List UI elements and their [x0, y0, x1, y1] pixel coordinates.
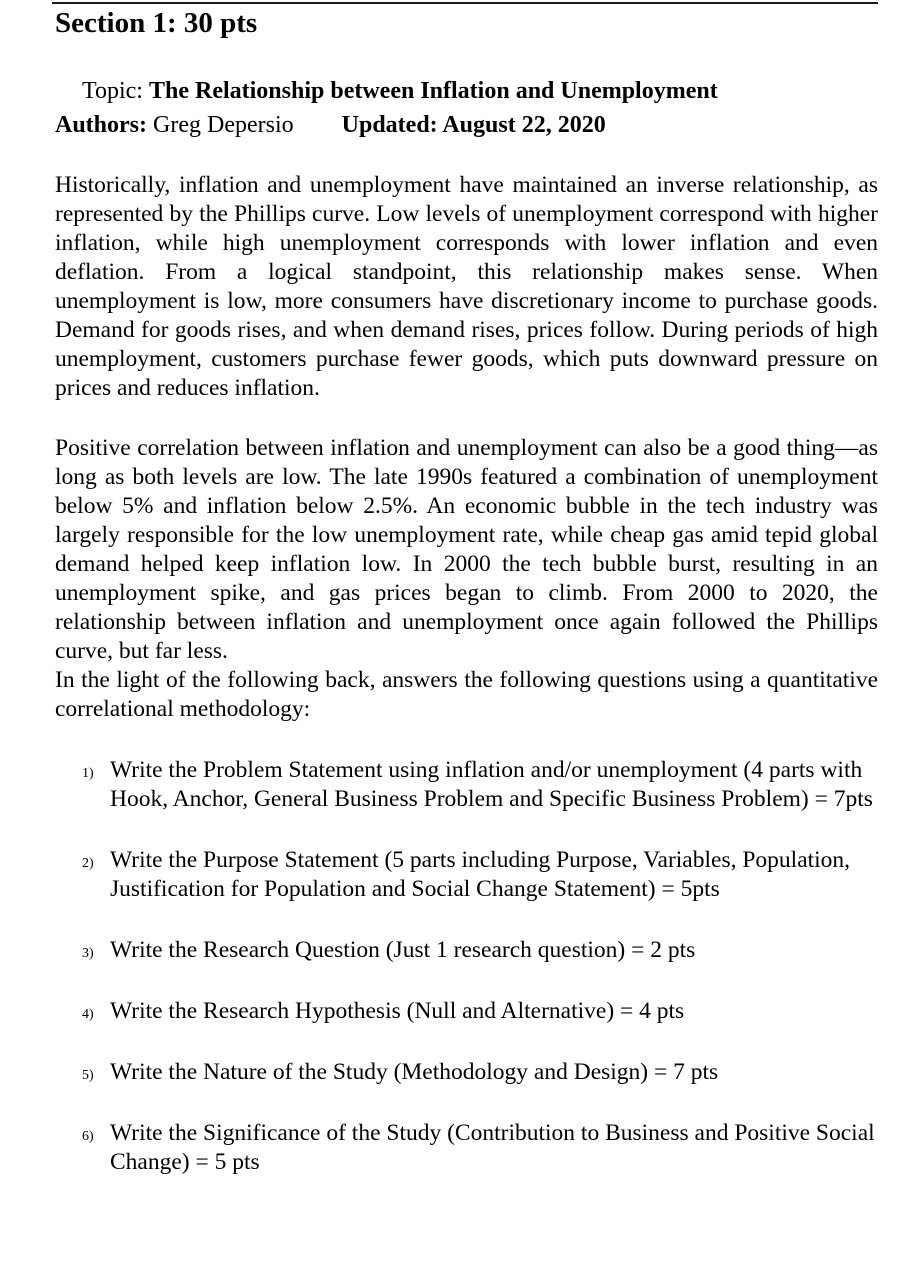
- question-item: [82, 756, 882, 814]
- topic-label: Topic:: [82, 78, 149, 104]
- top-divider: [52, 2, 878, 4]
- question-item: [82, 1058, 882, 1087]
- authors-name: Greg Depersio: [147, 112, 294, 138]
- question-text: Write the Research Question (Just 1 research question) = 2 pts: [110, 937, 696, 963]
- question-number: 2): [82, 856, 94, 871]
- question-item: [82, 1119, 882, 1177]
- question-text: Write the Significance of the Study (Contribution to Business and Positive Social Change) = 5 pts: [110, 1120, 875, 1175]
- paragraph-positive-correlation: Positive correlation between inflation and unemployment can also be a good thing—as long as both levels are low. The late 1990s featured a combination of unemployment below 5% and inflation below 2.5%. An economic bubble in the tech industry was largely responsible for the low unemployment rate, while cheap gas amid tepid global demand helped keep inflation low. In 2000 the tech bubble burst, resulting in an unemployment spike, and gas prices began to climb. From 2000 to 2020, the relationship between inflation and unemployment once again followed the Phillips curve, but far less.: [55, 435, 878, 664]
- question-number: 1): [82, 766, 94, 781]
- question-item: [82, 936, 882, 965]
- updated-date: Updated: August 22, 2020: [341, 112, 606, 138]
- paragraph-instructions: In the light of the following back, answers the following questions using a quantitative correlational methodology:: [55, 667, 878, 722]
- question-item: [82, 846, 882, 904]
- question-number: 5): [82, 1068, 94, 1083]
- author-line: [55, 110, 606, 140]
- question-number: 6): [82, 1129, 94, 1144]
- authors-label: Authors:: [55, 112, 148, 138]
- paragraph-historical: Historically, inflation and unemployment have maintained an inverse relationship, as represented by the Phillips curve. Low levels of unemployment correspond with higher inflation, while high unemployment corresponds with lower inflation and even deflation. From a logical standpoint, this relationship makes sense. When unemployment is low, more consumers have discretionary income to purchase goods. Demand for goods rises, and when demand rises, prices follow. During periods of high unemployment, customers purchase fewer goods, which puts downward pressure on prices and reduces inflation.: [55, 172, 878, 401]
- question-list: [82, 756, 882, 1209]
- question-number: 3): [82, 946, 94, 961]
- topic-title: The Relationship between Inflation and Unemployment: [148, 78, 718, 104]
- section-title: Section 1: 30 pts: [55, 7, 258, 39]
- question-text: Write the Purpose Statement (5 parts including Purpose, Variables, Population, Justification for Population and Social Change Statement) = 5pts: [110, 847, 851, 902]
- question-number: 4): [82, 1007, 94, 1022]
- question-text: Write the Nature of the Study (Methodology and Design) = 7 pts: [110, 1059, 719, 1085]
- question-text: Write the Problem Statement using inflation and/or unemployment (4 parts with Hook, Anchor, General Business Problem and Specific Business Problem) = 7pts: [110, 757, 873, 812]
- question-item: [82, 997, 882, 1026]
- topic-line: [82, 76, 718, 106]
- question-text: Write the Research Hypothesis (Null and Alternative) = 4 pts: [110, 998, 685, 1024]
